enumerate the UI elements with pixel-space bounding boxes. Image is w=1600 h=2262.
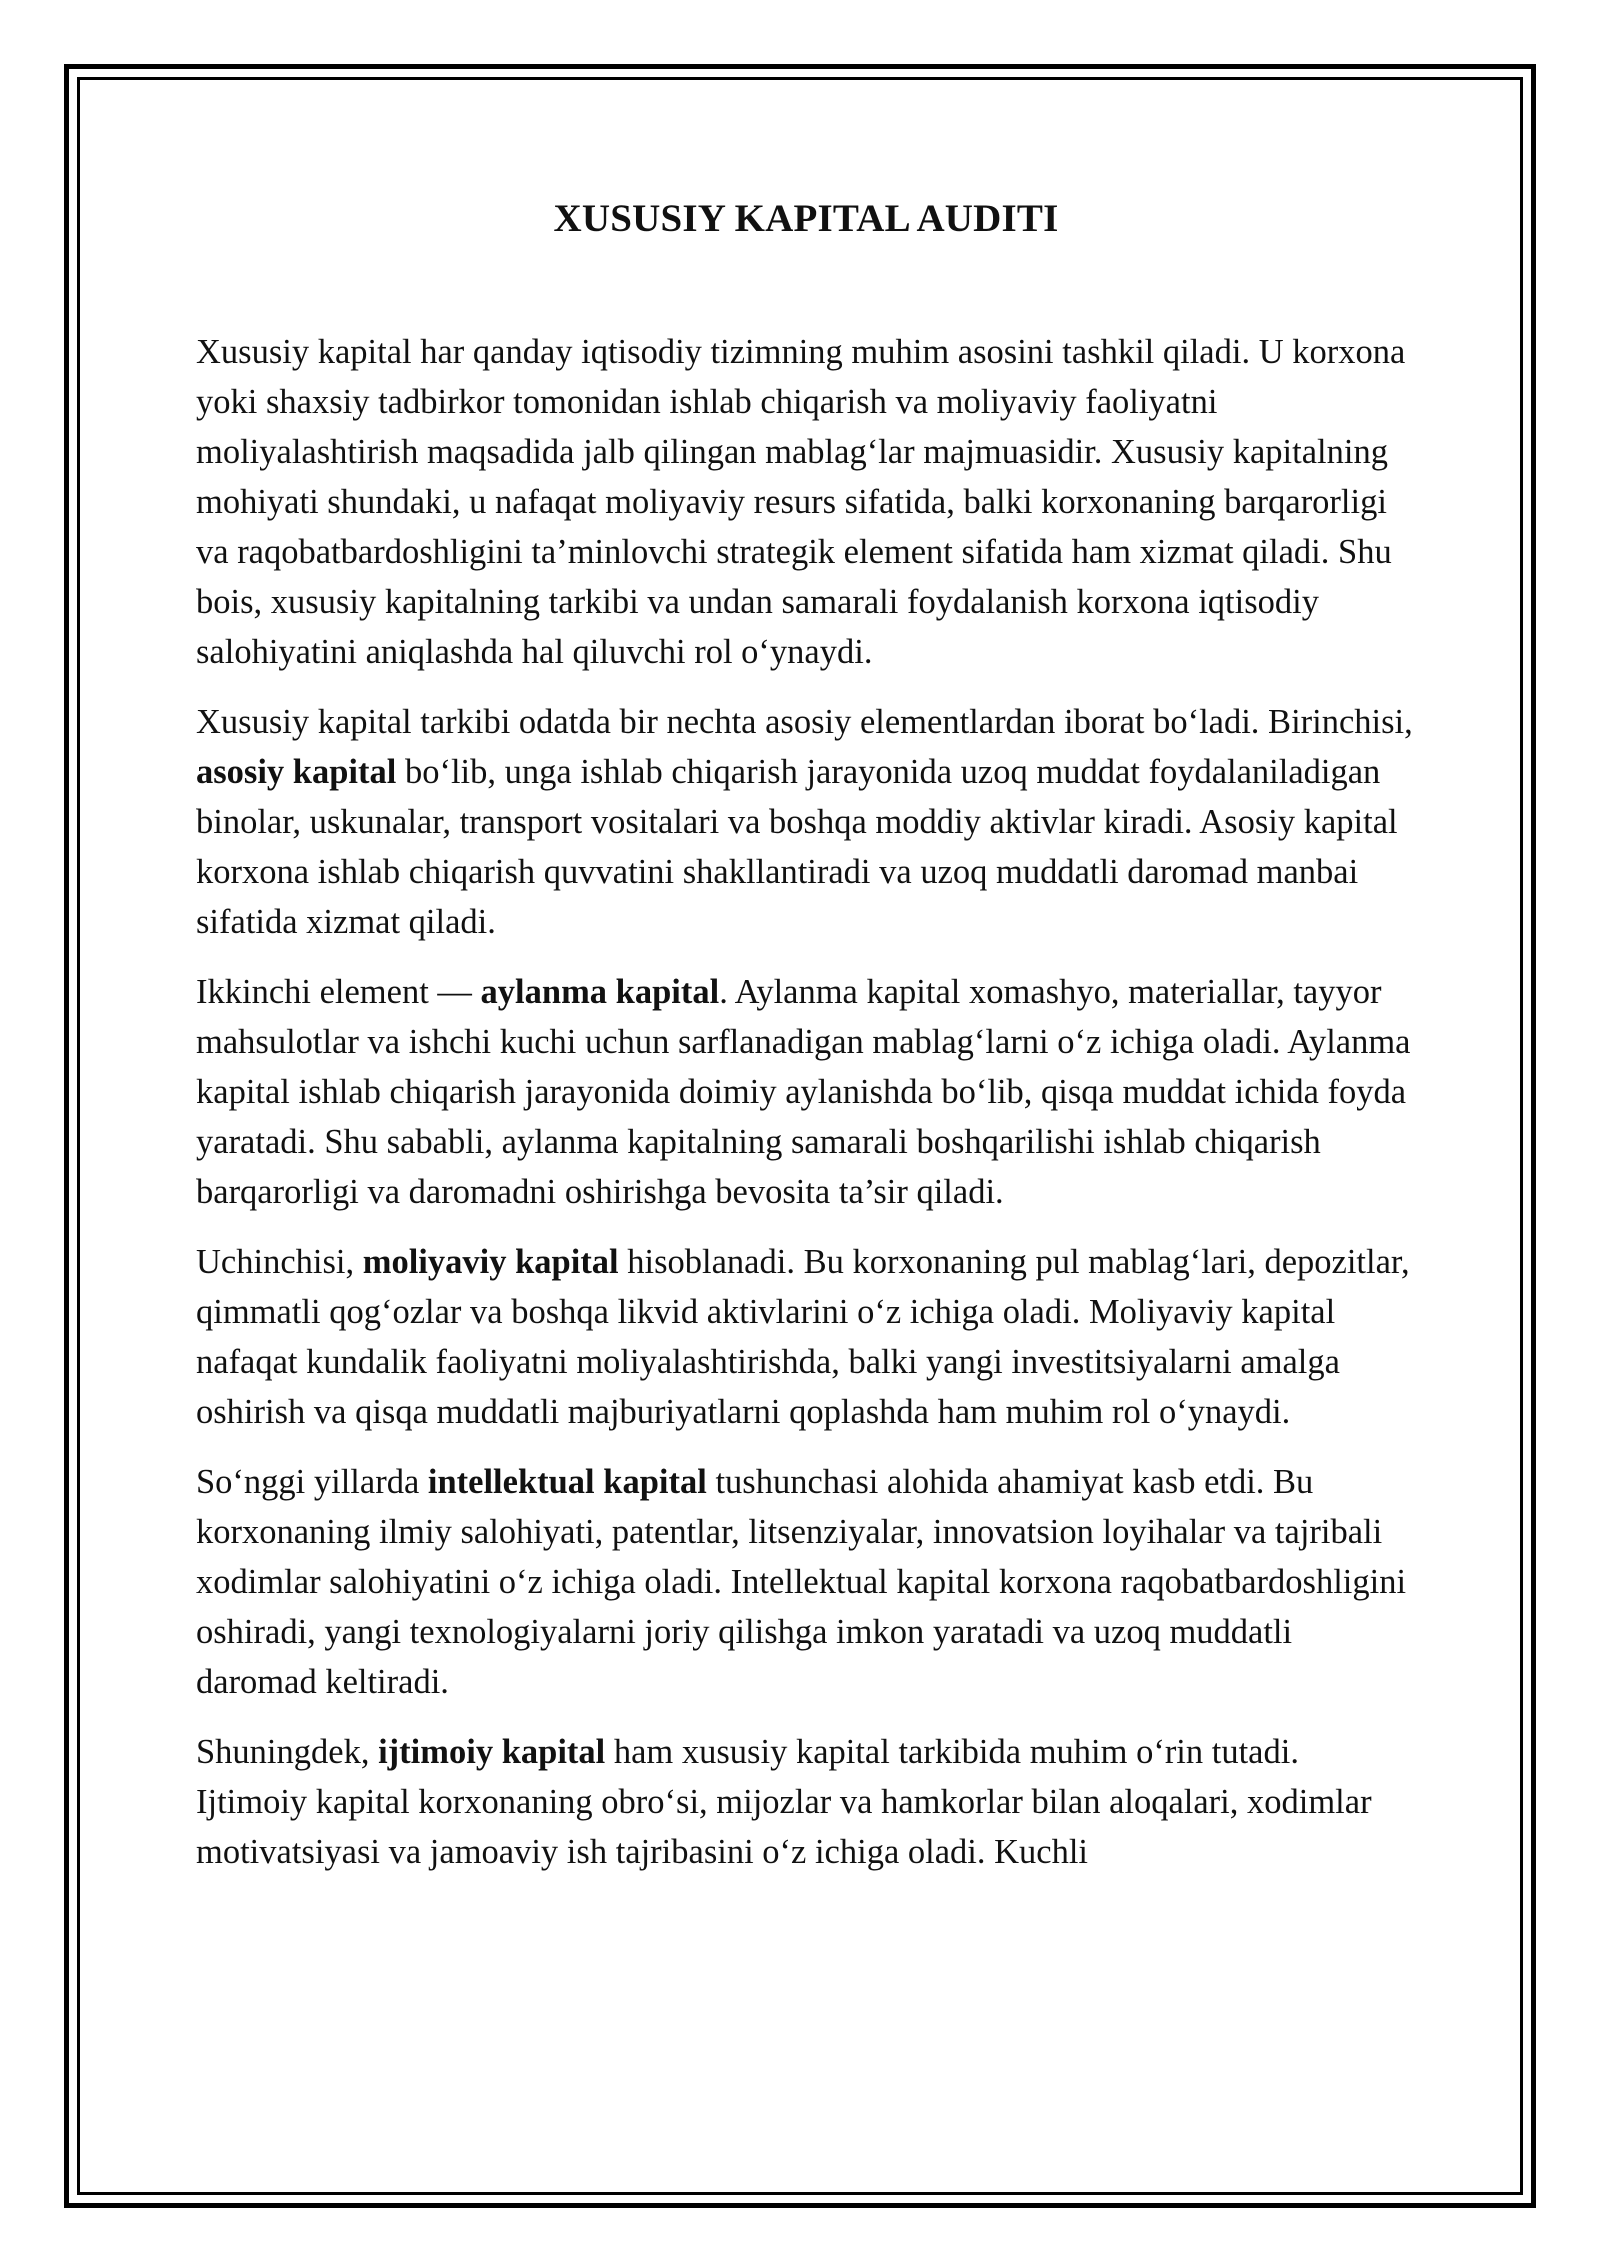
paragraph-text: hisoblanadi. Bu korxonaning pul mablag‘lari, depozitlar, qimmatli qog‘ozlar va boshqa likvid aktivlarini o‘z ichiga oladi. Moliyaviy kapital nafaqat kundalik faoliyatni moliyalashtirishda, balki yangi investitsiyalarni amalga oshirish va qisqa muddatli majburiyatlarni qoplashda ham muhim rol o‘ynaydi. (196, 1242, 1410, 1431)
paragraph-intro (196, 327, 1416, 677)
term-aylanma-kapital: aylanma kapital (480, 972, 720, 1011)
paragraph-text: ham xususiy kapital tarkibida muhim o‘rin tutadi. Ijtimoiy kapital korxonaning obro‘si, mijozlar va hamkorlar bilan aloqalari, xodimlar motivatsiyasi va jamoaviy ish tajribasini o‘z ichiga oladi. Kuchli (196, 1732, 1372, 1871)
paragraph-text: . Aylanma kapital xomashyo, materiallar, tayyor mahsulotlar va ishchi kuchi uchun sarflanadigan mablag‘larni o‘z ichiga oladi. Aylanma kapital ishlab chiqarish jarayonida doimiy aylanishda bo‘lib, qisqa muddat ichida foyda yaratadi. Shu sababli, aylanma kapitalning samarali boshqarilishi ishlab chiqarish barqarorligi va daromadni oshirishga bevosita ta’sir qiladi. (196, 972, 1411, 1211)
term-ijtimoiy-kapital: ijtimoiy kapital (378, 1732, 606, 1771)
term-asosiy-kapital: asosiy kapital (196, 752, 397, 791)
paragraph-intellektual-kapital (196, 1457, 1416, 1707)
paragraph-text: Xususiy kapital tarkibi odatda bir nechta asosiy elementlardan iborat bo‘ladi. Birinchisi, (196, 702, 1413, 741)
term-moliyaviy-kapital: moliyaviy kapital (362, 1242, 619, 1281)
paragraph-text: bo‘lib, unga ishlab chiqarish jarayonida uzoq muddat foydalaniladigan binolar, uskunalar, transport vositalari va boshqa moddiy aktivlar kiradi. Asosiy kapital korxona ishlab chiqarish quvvatini shakllantiradi va uzoq muddatli daromad manbai sifatida xizmat qiladi. (196, 752, 1398, 941)
paragraph-text: So‘nggi yillarda (196, 1462, 428, 1501)
paragraph-text: Ikkinchi element — (196, 972, 481, 1011)
paragraph-asosiy-kapital (196, 697, 1416, 947)
term-intellektual-kapital: intellektual kapital (427, 1462, 707, 1501)
paragraph-ijtimoiy-kapital (196, 1727, 1416, 1877)
paragraph-moliyaviy-kapital (196, 1237, 1416, 1437)
paragraph-text: Shuningdek, (196, 1732, 379, 1771)
document-title: XUSUSIY KAPITAL AUDITI (553, 197, 1059, 240)
paragraph-aylanma-kapital (196, 967, 1416, 1217)
paragraph-text: tushunchasi alohida ahamiyat kasb etdi. Bu korxonaning ilmiy salohiyati, patentlar, litsenziyalar, innovatsion loyihalar va tajribali xodimlar salohiyatini o‘z ichiga oladi. Intellektual kapital korxona raqobatbardoshligini oshiradi, yangi texnologiyalarni joriy qilishga imkon yaratadi va uzoq muddatli daromad keltiradi. (196, 1462, 1407, 1701)
paragraph-text: Xususiy kapital har qanday iqtisodiy tizimning muhim asosini tashkil qiladi. U korxona yoki shaxsiy tadbirkor tomonidan ishlab chiqarish va moliyaviy faoliyatni moliyalashtirish maqsadida jalb qilingan mablag‘lar majmuasidir. Xususiy kapitalning mohiyati shundaki, u nafaqat moliyaviy resurs sifatida, balki korxonaning barqarorligi va raqobatbardoshligini ta’minlovchi strategik element sifatida ham xizmat qiladi. Shu bois, xususiy kapitalning tarkibi va undan samarali foydalanish korxona iqtisodiy salohiyatini aniqlashda hal qiluvchi rol o‘ynaydi. (196, 332, 1406, 671)
paragraph-text: Uchinchisi, (196, 1242, 363, 1281)
document-body (196, 160, 1416, 1897)
